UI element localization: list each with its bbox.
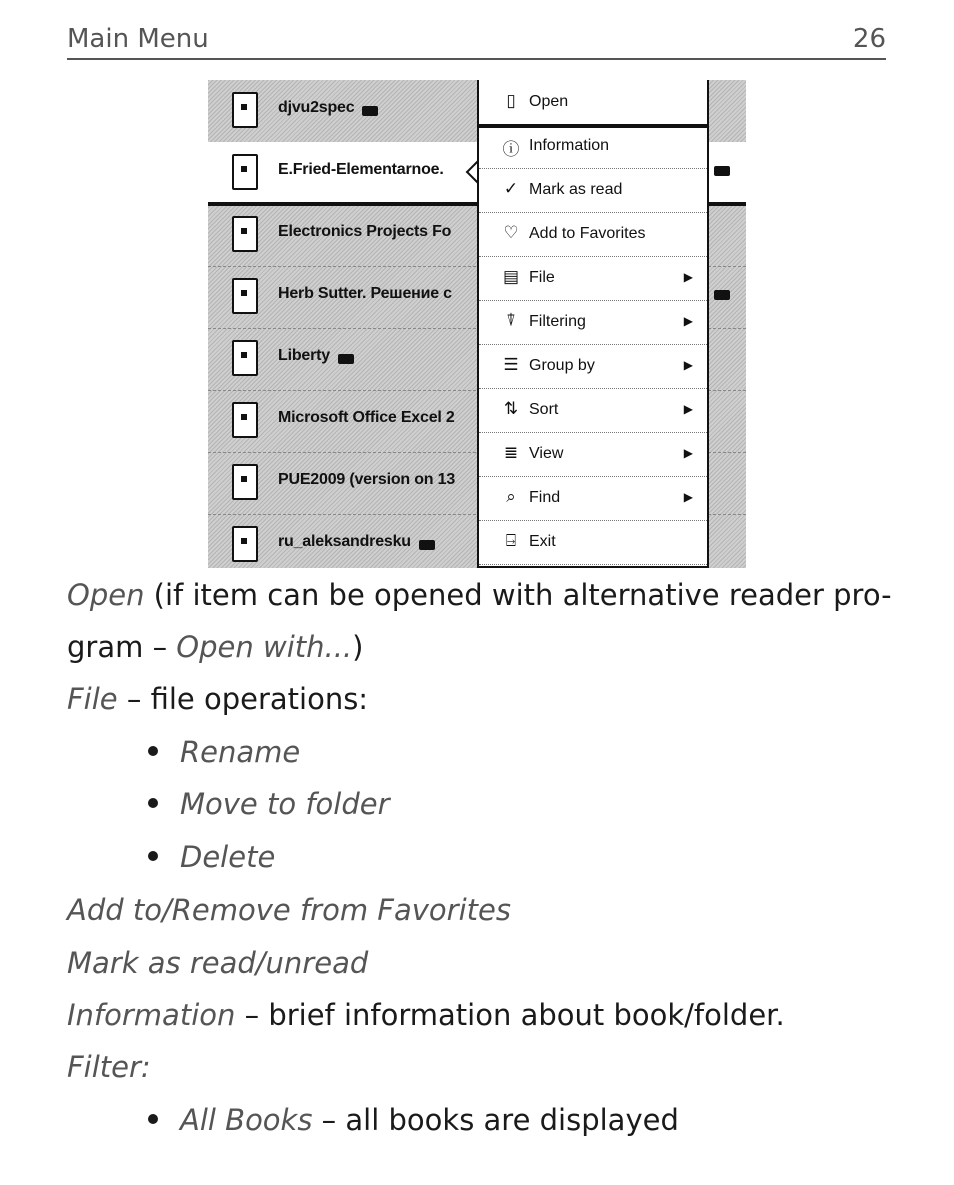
info-icon: ⓘ xyxy=(502,140,520,159)
information-term: Information xyxy=(67,998,236,1032)
book-title: Microsoft Office Excel 2 xyxy=(278,409,455,426)
favorites-paragraph xyxy=(67,884,511,936)
menu-item-label: Mark as read xyxy=(529,181,623,198)
view-icon: ≣ xyxy=(503,443,519,462)
menu-item-label: Information xyxy=(529,137,610,154)
book-title: djvu2spec xyxy=(278,99,355,116)
book-file-icon xyxy=(232,278,258,314)
context-menu-screenshot xyxy=(208,80,746,568)
menu-item-add-to-favorites[interactable] xyxy=(479,212,707,257)
menu-item-exit[interactable] xyxy=(479,520,707,565)
book-file-icon xyxy=(232,154,258,190)
favorites-term: Add to/Remove from Favorites xyxy=(67,893,511,927)
book-title: Electronics Projects Fo xyxy=(278,223,452,240)
section-title: Main Menu xyxy=(67,24,209,54)
open-paragraph-cont xyxy=(67,621,363,673)
file-desc: – file operations: xyxy=(117,682,369,716)
file-paragraph xyxy=(67,673,368,725)
information-desc: – brief information about book/folder. xyxy=(235,998,785,1032)
information-paragraph xyxy=(67,989,785,1041)
bullet-dot xyxy=(148,746,158,756)
menu-item-view[interactable] xyxy=(479,432,707,477)
all-books-desc: – all books are displayed xyxy=(312,1103,679,1137)
menu-item-label: View xyxy=(529,445,564,462)
book-open-icon: ▯ xyxy=(506,91,516,110)
format-badge-icon xyxy=(362,106,378,116)
context-menu xyxy=(477,80,709,568)
book-file-icon xyxy=(232,464,258,500)
menu-item-filtering[interactable] xyxy=(479,300,707,345)
bullet-item xyxy=(148,726,300,778)
bullet-dot xyxy=(148,798,158,808)
submenu-arrow-icon: ▶ xyxy=(683,314,693,328)
submenu-arrow-icon: ▶ xyxy=(683,402,693,416)
file-icon: ▤ xyxy=(502,267,520,286)
format-badge-icon xyxy=(338,354,354,364)
open-desc-line1: (if item can be opened with alternative reader pro- xyxy=(144,578,892,612)
open-term: Open xyxy=(67,578,145,612)
menu-item-sort[interactable] xyxy=(479,388,707,433)
open-desc-close: ) xyxy=(352,630,364,664)
search-icon: ⌕ xyxy=(506,487,516,506)
menu-item-information[interactable] xyxy=(479,124,707,169)
book-title: ru_aleksandresku xyxy=(278,533,411,550)
file-op-rename: Rename xyxy=(180,735,301,769)
menu-item-label: Open xyxy=(529,93,569,110)
bullet-item xyxy=(148,1094,679,1146)
bullet-dot xyxy=(148,1114,158,1124)
menu-item-open[interactable] xyxy=(479,80,707,128)
mark-read-paragraph xyxy=(67,937,368,989)
menu-item-find[interactable] xyxy=(479,476,707,521)
format-badge-icon xyxy=(714,290,730,300)
book-title: Liberty xyxy=(278,347,330,364)
book-file-icon xyxy=(232,340,258,376)
bullet-item xyxy=(148,778,390,830)
filter-icon: ⍒ xyxy=(505,311,517,330)
menu-item-label: Exit xyxy=(529,533,556,550)
book-file-icon xyxy=(232,216,258,252)
book-title: Herb Sutter. Решение с xyxy=(278,285,452,302)
menu-item-label: File xyxy=(529,269,555,286)
book-title: E.Fried-Elementarnoe. xyxy=(278,161,444,178)
submenu-arrow-icon: ▶ xyxy=(683,270,693,284)
file-op-move: Move to folder xyxy=(180,787,390,821)
all-books-term: All Books xyxy=(180,1103,313,1137)
bullet-dot xyxy=(148,851,158,861)
menu-item-file[interactable] xyxy=(479,256,707,301)
file-op-delete: Delete xyxy=(180,840,276,874)
page-number: 26 xyxy=(852,24,886,54)
submenu-arrow-icon: ▶ xyxy=(683,446,693,460)
bullet-item xyxy=(148,831,275,883)
sort-icon: ⇅ xyxy=(503,399,519,418)
menu-item-mark-as-read[interactable] xyxy=(479,168,707,213)
heart-icon: ♡ xyxy=(503,223,519,242)
submenu-arrow-icon: ▶ xyxy=(683,358,693,372)
menu-item-label: Group by xyxy=(529,357,595,374)
filter-term: Filter: xyxy=(67,1050,151,1084)
page-header xyxy=(67,22,886,60)
format-badge-icon xyxy=(714,166,730,176)
submenu-arrow-icon: ▶ xyxy=(683,490,693,504)
book-file-icon xyxy=(232,526,258,562)
open-desc-line2: gram – xyxy=(67,630,177,664)
menu-item-label: Find xyxy=(529,489,561,506)
book-file-icon xyxy=(232,92,258,128)
group-icon: ☰ xyxy=(503,355,519,374)
filter-paragraph xyxy=(67,1041,151,1093)
format-badge-icon xyxy=(419,540,435,550)
book-file-icon xyxy=(232,402,258,438)
checkmark-icon: ✓ xyxy=(503,179,519,198)
menu-item-label: Filtering xyxy=(529,313,586,330)
menu-item-group-by[interactable] xyxy=(479,344,707,389)
exit-icon: ⍈ xyxy=(505,531,517,550)
menu-item-label: Add to Favorites xyxy=(529,225,646,242)
book-title: PUE2009 (version on 13 xyxy=(278,471,456,488)
file-term: File xyxy=(67,682,118,716)
open-paragraph xyxy=(67,569,892,621)
open-with-term: Open with... xyxy=(176,630,353,664)
mark-read-term: Mark as read/unread xyxy=(67,946,369,980)
menu-item-label: Sort xyxy=(529,401,559,418)
